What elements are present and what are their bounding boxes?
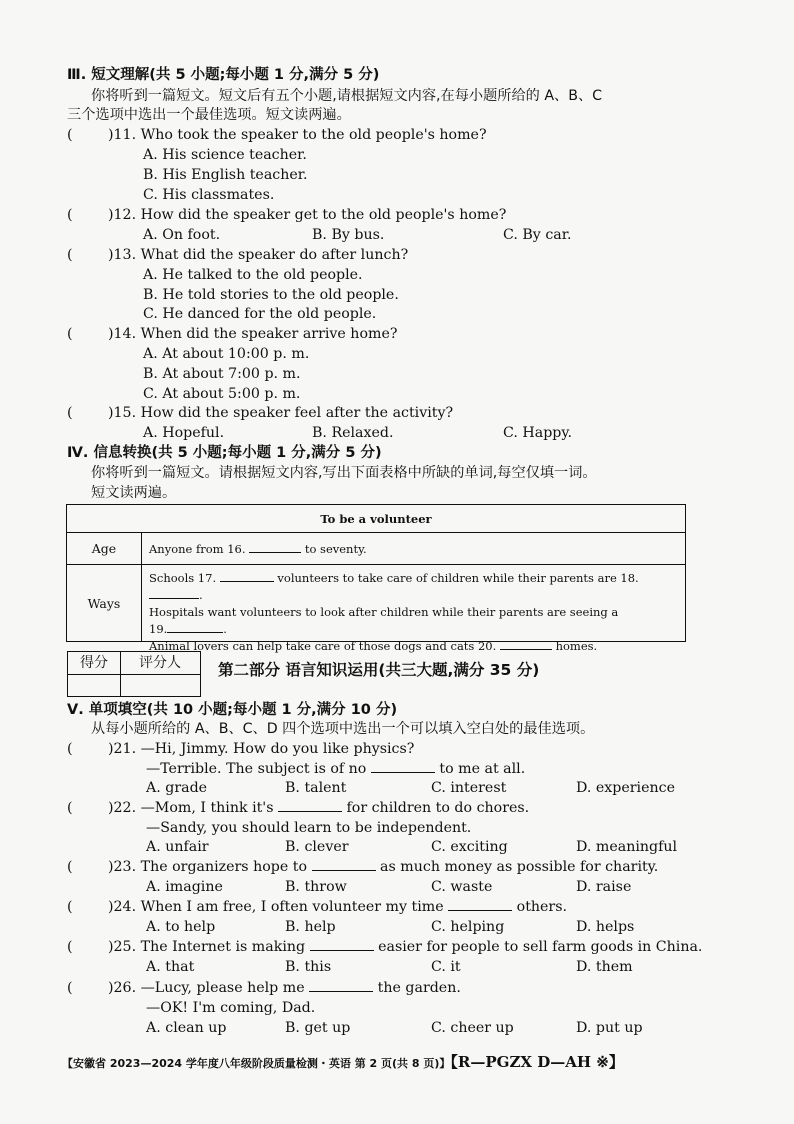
option: B. Relaxed. xyxy=(312,425,394,441)
part2-heading: 第二部分 语言知识运用(共三大题,满分 35 分) xyxy=(218,661,540,679)
option: A. grade xyxy=(146,780,208,796)
ways-cell xyxy=(149,570,677,655)
option: C. Happy. xyxy=(503,425,573,441)
option: B. He told stories to the old people. xyxy=(143,287,399,303)
option: B. At about 7:00 p. m. xyxy=(143,366,301,382)
grader-label: 评分人 xyxy=(139,655,181,671)
blank-23[interactable] xyxy=(312,858,376,871)
answer-paren: ( xyxy=(67,980,73,996)
option: B. throw xyxy=(285,879,347,895)
blank-25[interactable] xyxy=(310,938,374,951)
option: A. At about 10:00 p. m. xyxy=(143,346,310,362)
blank-21[interactable] xyxy=(371,760,435,773)
blank-17[interactable] xyxy=(220,571,274,582)
section3-instruction: 你将听到一篇短文。短文后有五个小题,请根据短文内容,在每小题所给的 A、B、C xyxy=(91,88,603,104)
option: C. waste xyxy=(431,879,493,895)
option: D. meaningful xyxy=(576,839,678,855)
option: C. He danced for the old people. xyxy=(143,306,377,322)
option: D. put up xyxy=(576,1020,643,1036)
answer-paren: ( xyxy=(67,127,73,143)
table-title: To be a volunteer xyxy=(67,505,685,533)
option: D. helps xyxy=(576,919,635,935)
age-cell: Anyone from 16. to seventy. xyxy=(149,542,367,556)
question-21-line2: —Terrible. The subject is of no to me at all. xyxy=(146,761,526,777)
page-footer xyxy=(62,1051,624,1072)
question-14: )14. When did the speaker arrive home? xyxy=(108,326,398,342)
option: C. interest xyxy=(431,780,507,796)
answer-paren: ( xyxy=(67,899,73,915)
answer-paren: ( xyxy=(67,800,73,816)
option: A. that xyxy=(146,959,195,975)
answer-paren: ( xyxy=(67,207,73,223)
answer-paren: ( xyxy=(67,247,73,263)
answer-paren: ( xyxy=(67,939,73,955)
option: C. At about 5:00 p. m. xyxy=(143,386,301,402)
table-row-age xyxy=(67,533,685,565)
option: B. By bus. xyxy=(312,227,385,243)
option: A. imagine xyxy=(146,879,223,895)
question-15: )15. How did the speaker feel after the activity? xyxy=(108,405,454,421)
option: B. this xyxy=(285,959,332,975)
option: B. clever xyxy=(285,839,349,855)
question-22: )22. —Mom, I think it's for children to do chores. xyxy=(108,800,530,816)
blank-20[interactable] xyxy=(500,639,552,650)
blank-19[interactable] xyxy=(167,622,223,633)
option: C. helping xyxy=(431,919,505,935)
section5-heading: Ⅴ. 单项填空(共 10 小题;每小题 1 分,满分 10 分) xyxy=(67,702,398,718)
score-label: 得分 xyxy=(80,655,108,671)
option: A. His science teacher. xyxy=(143,147,307,163)
section4-instruction: 短文读两遍。 xyxy=(91,485,177,501)
option: A. unfair xyxy=(146,839,209,855)
option: C. it xyxy=(431,959,461,975)
option: C. cheer up xyxy=(431,1020,514,1036)
ways-line: 19. . xyxy=(149,622,227,636)
option: C. By car. xyxy=(503,227,572,243)
paper-code: 【R—PGZX D—AH ※】 xyxy=(450,1053,624,1071)
option: A. Hopeful. xyxy=(143,425,225,441)
question-13: )13. What did the speaker do after lunch? xyxy=(108,247,409,263)
option: C. exciting xyxy=(431,839,508,855)
question-12: )12. How did the speaker get to the old people's home? xyxy=(108,207,507,223)
section3-heading: Ⅲ. 短文理解(共 5 小题;每小题 1 分,满分 5 分) xyxy=(67,67,380,83)
question-23: )23. The organizers hope to as much money as possible for charity. xyxy=(108,859,659,875)
question-24: )24. When I am free, I often volunteer my time others. xyxy=(108,899,568,915)
option: A. clean up xyxy=(146,1020,227,1036)
question-22-line2: —Sandy, you should learn to be independent. xyxy=(146,820,472,836)
option: B. help xyxy=(285,919,336,935)
info-table xyxy=(66,504,686,653)
section4-instruction: 你将听到一篇短文。请根据短文内容,写出下面表格中所缺的单词,每空仅填一词。 xyxy=(91,465,597,481)
option: C. His classmates. xyxy=(143,187,275,203)
option: D. them xyxy=(576,959,633,975)
blank-18[interactable] xyxy=(149,588,199,599)
ways-line: Schools 17. volunteers to take care of children while their parents are 18. . xyxy=(149,571,639,602)
option: B. His English teacher. xyxy=(143,167,308,183)
option: A. to help xyxy=(146,919,216,935)
section5-instruction: 从每小题所给的 A、B、C、D 四个选项中选出一个可以填入空白处的最佳选项。 xyxy=(91,721,595,737)
age-label: Age xyxy=(67,533,142,564)
answer-paren: ( xyxy=(67,405,73,421)
section4-heading: Ⅳ. 信息转换(共 5 小题;每小题 1 分,满分 5 分) xyxy=(67,445,382,461)
option: D. experience xyxy=(576,780,675,796)
ways-line: Hospitals want volunteers to look after children while their parents are seeing a xyxy=(149,605,619,619)
answer-paren: ( xyxy=(67,741,73,757)
answer-paren: ( xyxy=(67,859,73,875)
blank-26[interactable] xyxy=(309,979,373,992)
section3-instruction: 三个选项中选出一个最佳选项。短文读两遍。 xyxy=(67,107,351,123)
question-26: )26. —Lucy, please help me the garden. xyxy=(108,980,461,996)
score-box xyxy=(67,651,201,697)
blank-22[interactable] xyxy=(278,799,342,812)
ways-label: Ways xyxy=(67,565,142,641)
option: A. On foot. xyxy=(143,227,221,243)
footer-info: 【安徽省 2023—2024 学年度八年级阶段质量检测・英语 第 2 页(共 8 页)】 xyxy=(62,1057,451,1070)
blank-24[interactable] xyxy=(448,898,512,911)
blank-16[interactable] xyxy=(249,542,301,553)
table-row-ways xyxy=(67,565,685,653)
answer-paren: ( xyxy=(67,326,73,342)
option: A. He talked to the old people. xyxy=(143,267,363,283)
option: B. talent xyxy=(285,780,347,796)
ways-line: Animal lovers can help take care of those dogs and cats 20. homes. xyxy=(149,639,598,653)
option: D. raise xyxy=(576,879,632,895)
question-25: )25. The Internet is making easier for people to sell farm goods in China. xyxy=(108,939,703,955)
question-26-line2: —OK! I'm coming, Dad. xyxy=(146,1000,316,1016)
question-21: )21. —Hi, Jimmy. How do you like physics? xyxy=(108,741,415,757)
option: B. get up xyxy=(285,1020,351,1036)
question-11: )11. Who took the speaker to the old people's home? xyxy=(108,127,487,143)
